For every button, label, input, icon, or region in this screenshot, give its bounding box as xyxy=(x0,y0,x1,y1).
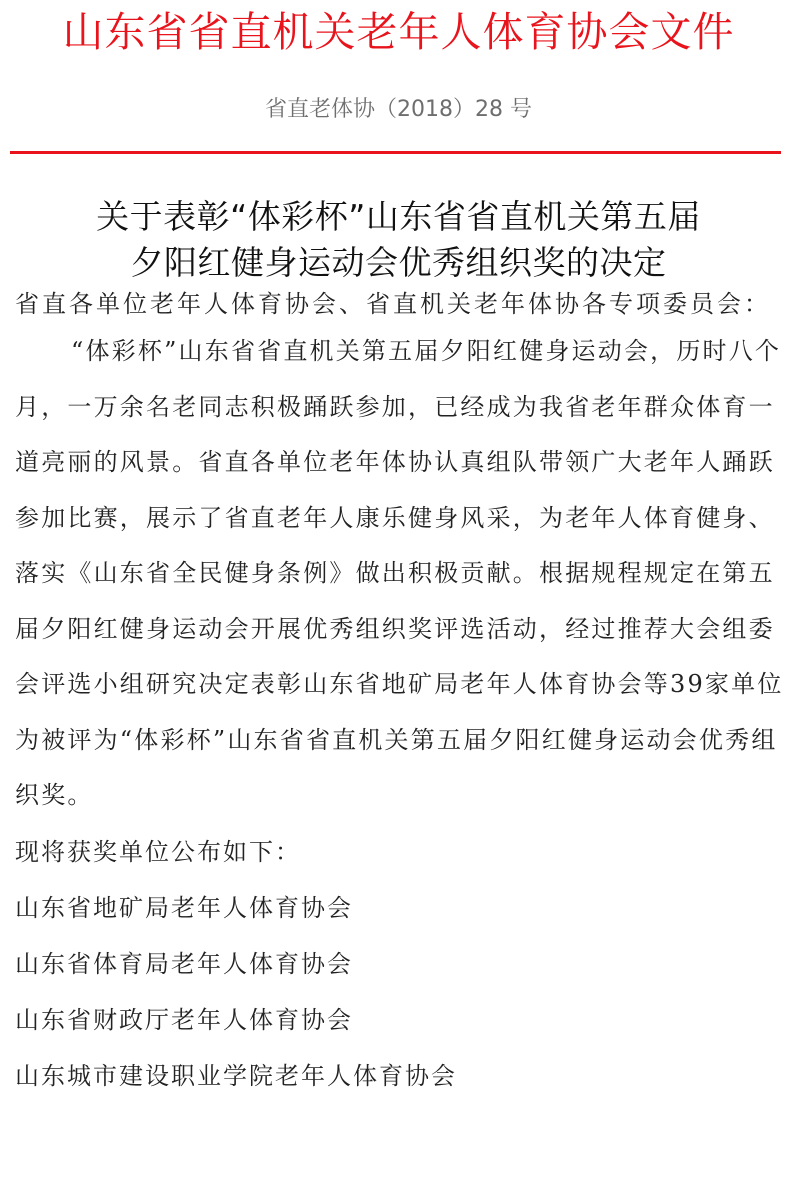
winner-item: 山东城市建设职业学院老年人体育协会 xyxy=(15,1061,457,1090)
document-header-title: 山东省省直机关老年人体育协会文件 xyxy=(62,8,735,56)
winner-item: 山东省财政厅老年人体育协会 xyxy=(15,1005,353,1034)
decision-title-line-2: 夕阳红健身运动会优秀组织奖的决定 xyxy=(130,243,667,282)
main-paragraph: “体彩杯”山东省省直机关第五届夕阳红健身运动会，历时八个月，一万余名老同志积极踊跃参加，已经成为我省老年群众体育一道亮丽的风景。省直各单位老年体协认真组队带领广大老年人踊跃参加比赛，展示了省直老年人康乐健身风采，为老年人体育健身、落实《山东省全民健身条例》做出积极贡献。根据规程规定在第五届夕阳红健身运动会开展优秀组织奖评选活动，经过推荐大会组委会评选小组研究决定表彰山东省地矿局老年人体育协会等39家单位为被评为“体彩杯”山东省省直机关第五届夕阳红健身运动会优秀组织奖。 xyxy=(15,337,784,809)
document-number: 省直老体协（2018）28 号 xyxy=(265,97,532,122)
decision-title xyxy=(0,194,797,286)
decision-title-line-1: 关于表彰“体彩杯”山东省省直机关第五届 xyxy=(96,197,701,236)
salutation: 省直各单位老年人体育协会、省直机关老年体协各专项委员会： xyxy=(15,290,771,318)
document-body xyxy=(15,284,785,1104)
announcement-line: 现将获奖单位公布如下： xyxy=(15,837,301,866)
winner-list xyxy=(15,880,785,1104)
winner-item: 山东省地矿局老年人体育协会 xyxy=(15,893,353,922)
winner-item: 山东省体育局老年人体育协会 xyxy=(15,949,353,978)
header-divider xyxy=(10,151,781,154)
